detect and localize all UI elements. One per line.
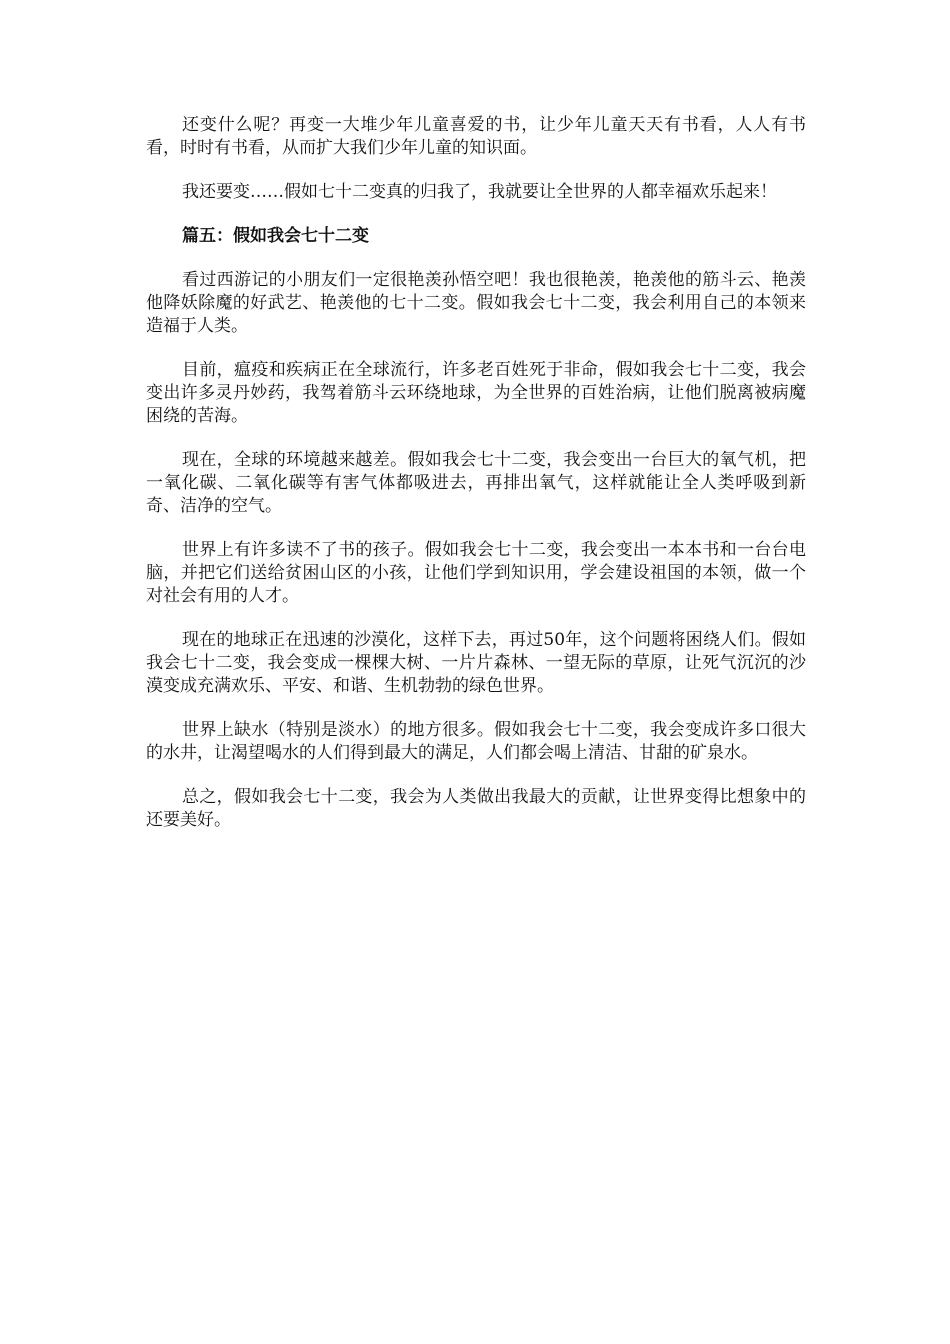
paragraph: 目前，瘟疫和疾病正在全球流行，许多老百姓死于非命，假如我会七十二变，我会变出许多灵丹妙药，我驾着筋斗云环绕地球，为全世界的百姓治病，让他们脱离被病魔困绕的苦海。 <box>146 360 806 426</box>
paragraph: 现在，全球的环境越来越差。假如我会七十二变，我会变出一台巨大的氧气机，把一氧化碳、二氧化碳等有害气体都吸进去，再排出氧气，这样就能让全人类呼吸到新奇、洁净的空气。 <box>146 450 806 516</box>
paragraph: 看过西游记的小朋友们一定很艳羡孙悟空吧！我也很艳羡，艳羡他的筋斗云、艳羡他降妖除魔的好武艺、艳羡他的七十二变。假如我会七十二变，我会利用自己的本领来造福于人类。 <box>146 270 806 336</box>
paragraph: 还变什么呢？再变一大堆少年儿童喜爱的书，让少年儿童天天有书看，人人有书看，时时有书看，从而扩大我们少年儿童的知识面。 <box>146 115 806 158</box>
document-body <box>146 114 806 853</box>
paragraph: 世界上有许多读不了书的孩子。假如我会七十二变，我会变出一本本书和一台台电脑，并把它们送给贫困山区的小孩，让他们学到知识用，学会建设祖国的本领，做一个对社会有用的人才。 <box>146 540 806 606</box>
section-heading: 篇五：假如我会七十二变 <box>182 226 369 246</box>
paragraph: 现在的地球正在迅速的沙漠化，这样下去，再过50年，这个问题将困绕人们。假如我会七十二变，我会变成一棵棵大树、一片片森林、一望无际的草原，让死气沉沉的沙漠变成充满欢乐、平安、和谐、生机勃勃的绿色世界。 <box>146 630 806 696</box>
paragraph: 世界上缺水（特别是淡水）的地方很多。假如我会七十二变，我会变成许多口很大的水井，让渴望喝水的人们得到最大的满足，人们都会喝上清洁、甘甜的矿泉水。 <box>146 720 806 763</box>
paragraph: 总之，假如我会七十二变，我会为人类做出我最大的贡献，让世界变得比想象中的还要美好。 <box>146 787 806 830</box>
paragraph: 我还要变……假如七十二变真的归我了，我就要让全世界的人都幸福欢乐起来！ <box>182 182 777 202</box>
